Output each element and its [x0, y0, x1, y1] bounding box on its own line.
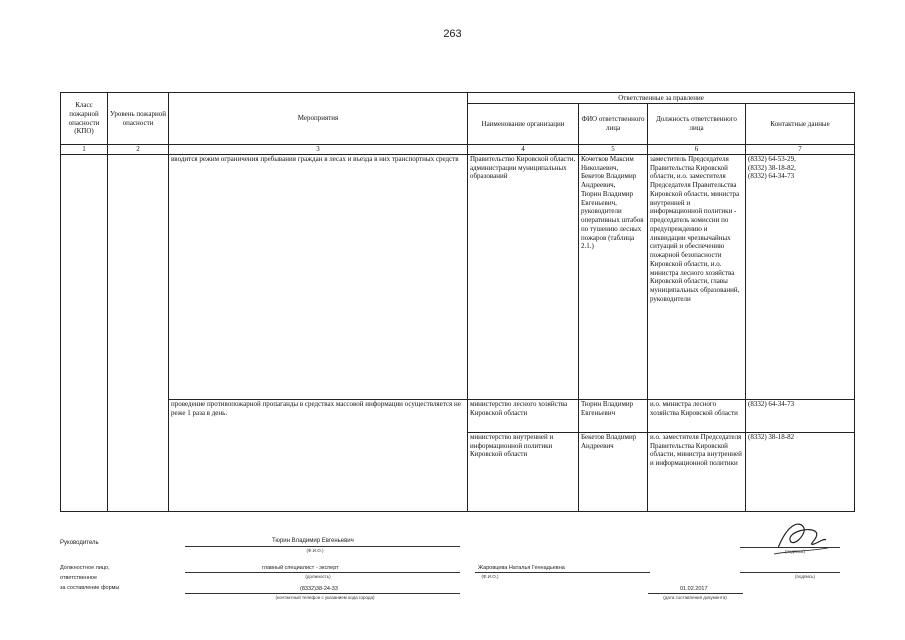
- head-name-line: [185, 546, 460, 547]
- header-meropriyatiya: Мероприятия: [169, 93, 468, 145]
- head-sign-caption: (подпись): [784, 549, 805, 554]
- col-number: 2: [108, 145, 169, 155]
- col-number: 5: [579, 145, 648, 155]
- header-fio: ФИО ответственного лица: [579, 104, 648, 145]
- resp-label-1: Должностное лицо,: [60, 565, 110, 571]
- resp-name-line: [475, 572, 650, 573]
- resp-position-caption: (должность): [305, 574, 331, 579]
- fio-cell: Кочетков Максим Николаевич, Бекетов Владимир Андреевич, Тюрин Владимир Евгеньевич, руководители оперативных штабов по тушению лесных пожаров (таблица 2.1.): [579, 154, 648, 399]
- contacts-cell: [746, 399, 855, 432]
- org-cell: Правительство Кировской области, администрации муниципальных образований: [468, 154, 579, 399]
- resp-label-2: ответственное: [60, 575, 98, 581]
- resp-sign-line: [740, 572, 840, 573]
- resp-position: главный специалист - эксперт: [262, 565, 339, 571]
- contact-phone: (8332) 38-18-82,: [748, 163, 796, 172]
- header-klass: Класс пожарной опасности (КПО): [61, 93, 108, 145]
- doc-date: 01.02.2017: [680, 586, 708, 592]
- fio-cell: Бекетов Владимир Андреевич: [579, 432, 648, 511]
- doc-date-line: [648, 593, 743, 594]
- position-cell: и.о. министра лесного хозяйства Кировской области: [648, 399, 746, 432]
- col-number: 4: [468, 145, 579, 155]
- resp-sign-caption: (подпись): [794, 574, 815, 579]
- col-number: 3: [169, 145, 468, 155]
- table-row: [61, 154, 855, 399]
- contact-phone: (8332) 64-34-73: [748, 399, 795, 408]
- fire-measures-table: [60, 92, 855, 512]
- klass-cell: [61, 154, 108, 511]
- header-uroven: Уровень пожарной опасности: [108, 93, 169, 145]
- measure-cell: проведение противопожарной пропаганды в средствах массовой информации осуществляется не реже 1 раза в день.: [169, 399, 468, 511]
- doc-date-caption: (дата составления документа): [663, 595, 727, 600]
- resp-fio-caption: (Ф.И.О.): [481, 574, 499, 579]
- org-cell: министерство внутренней и информационной политики Кировской области: [468, 432, 579, 511]
- col-number: 1: [61, 145, 108, 155]
- header-dolzhnost: Должность ответственного лица: [648, 104, 746, 145]
- resp-phone: (8332)38-24-33: [300, 586, 338, 592]
- table-row: [61, 399, 855, 432]
- contacts-cell: [746, 154, 855, 399]
- resp-label-3: за составление формы: [60, 585, 120, 591]
- head-sign-line: [740, 547, 840, 548]
- contact-phone: (8332) 38-18-82: [748, 432, 795, 441]
- col-number: 6: [648, 145, 746, 155]
- position-cell: заместитель Председателя Правительства Кировской области, и.о. заместителя Председателя Правительства Кировской области, министра внутренней и информационной политики - председатель комиссии по предупреждению и ликвидации чрезвычайных ситуаций и обеспечению пожарной безопасности Кировской области, и.о. министра лесного хозяйства Кировской области, главы муниципальных образований, руководители: [648, 154, 746, 399]
- header-kontakty: Контактные данные: [746, 104, 855, 145]
- contact-phone: (8332) 64-34-73: [748, 172, 795, 181]
- contacts-cell: [746, 432, 855, 511]
- header-otvetstvennye: Ответственные за правление: [468, 93, 855, 104]
- header-org: Наименование организации: [468, 104, 579, 145]
- uroven-cell: [108, 154, 169, 511]
- head-name: Тюрин Владимир Евгеньевич: [272, 538, 354, 544]
- head-label: Руководитель: [60, 540, 99, 546]
- measure-cell: вводится режим ограничения пребывания граждан в лесах и въезда в них транспортных средств: [169, 154, 468, 399]
- contact-phone: (8332) 64-53-29,: [748, 154, 796, 163]
- page-number: 263: [443, 28, 462, 40]
- head-fio-caption: (Ф.И.О.): [306, 548, 324, 553]
- col-number: 7: [746, 145, 855, 155]
- position-cell: и.о. заместителя Председателя Правительства Кировской области, министра внутренней и информационной политики: [648, 432, 746, 511]
- resp-phone-line: [185, 593, 460, 594]
- resp-name: Жаровцева Наталья Геннадьевна: [478, 565, 565, 571]
- resp-position-line: [185, 572, 460, 573]
- fio-cell: Тюрин Владимир Евгеньевич: [579, 399, 648, 432]
- resp-phone-caption: (контактный телефон с указанием кода города): [275, 595, 375, 600]
- org-cell: министерство лесного хозяйства Кировской области: [468, 399, 579, 432]
